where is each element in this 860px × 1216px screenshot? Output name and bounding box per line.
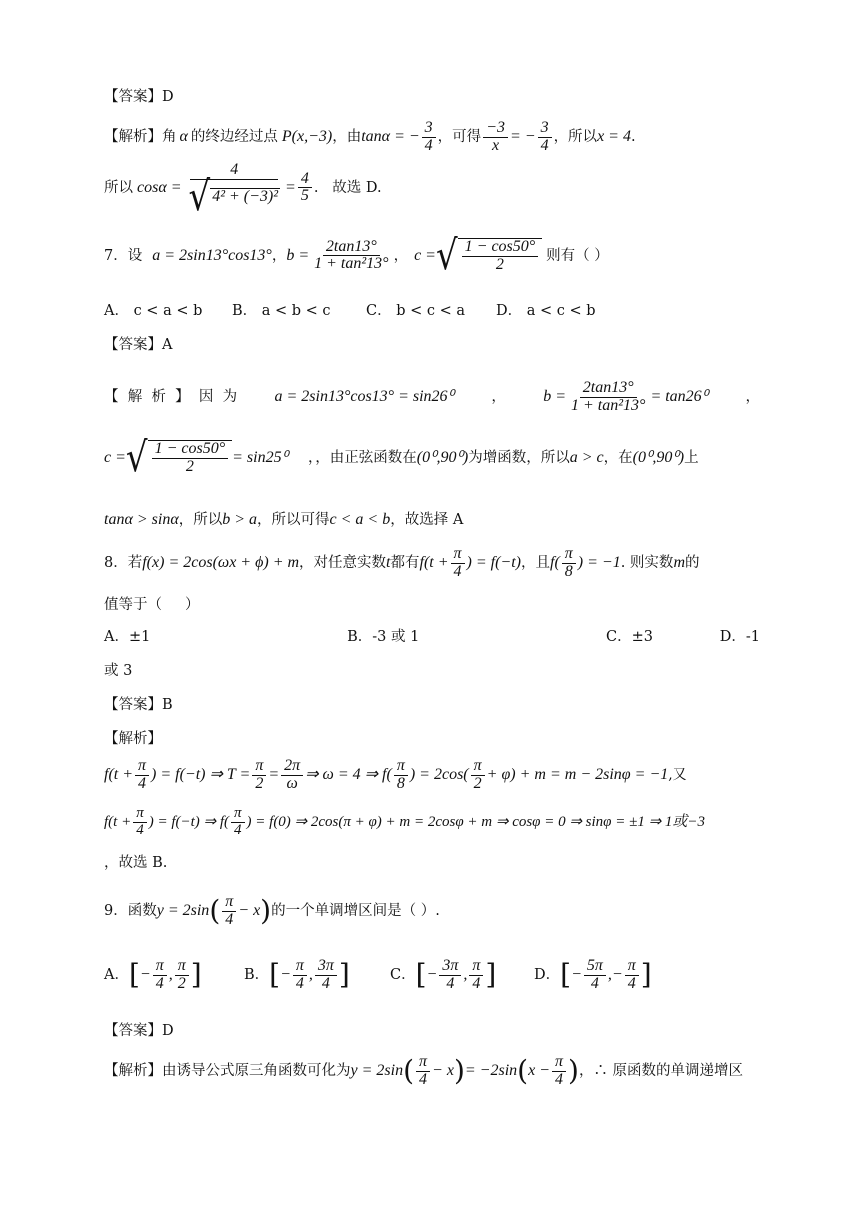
- option-d[interactable]: [534, 958, 652, 993]
- den: 2: [473, 774, 482, 792]
- right-paren: ): [260, 894, 272, 928]
- num: 5π: [584, 958, 606, 976]
- text: ，: [491, 389, 506, 406]
- num: π: [451, 546, 465, 564]
- text: .: [630, 129, 636, 146]
- num: π: [135, 758, 149, 776]
- fraction: [562, 546, 576, 581]
- den: 4: [234, 821, 242, 838]
- text: 或 3: [104, 663, 133, 679]
- q7-answer: [104, 336, 760, 354]
- math: − x: [238, 902, 261, 920]
- math: =: [268, 766, 280, 784]
- sign: −: [571, 966, 582, 984]
- answer-text: 【答案】A: [104, 337, 173, 353]
- radicand: 4² + (−3)²: [212, 187, 279, 205]
- text: . 故选 D.: [313, 179, 382, 196]
- num: 3π: [439, 958, 461, 976]
- fraction: [252, 758, 266, 793]
- num: 2tan13°: [323, 239, 380, 257]
- q8-analysis-line3: [104, 854, 760, 872]
- den: 4: [453, 562, 462, 580]
- fraction: [462, 239, 539, 274]
- math: t: [386, 554, 391, 572]
- den: 5: [300, 187, 309, 205]
- fraction: [293, 958, 307, 993]
- math: ) = f(−t) ⇒ f(: [148, 813, 230, 830]
- q6-analysis-line2: [104, 161, 760, 221]
- q8-option-wrap: [104, 662, 760, 680]
- num: π: [471, 758, 485, 776]
- analysis-label: 【 解 析 】 因 为: [104, 389, 238, 406]
- den: 2: [177, 974, 186, 992]
- left-bracket: [: [128, 958, 140, 992]
- option-b[interactable]: B．-3 或 1: [347, 629, 420, 645]
- num: 2tan13°: [580, 380, 637, 398]
- num: π: [562, 546, 576, 564]
- fraction: [133, 806, 147, 839]
- den: 4: [627, 974, 636, 992]
- option-a[interactable]: [104, 958, 244, 993]
- math: c =: [104, 448, 126, 466]
- text: ，故选择 A: [390, 511, 464, 528]
- fraction: [315, 958, 337, 993]
- alpha-symbol: α: [179, 128, 188, 146]
- num: π: [175, 958, 189, 976]
- num: 3π: [315, 958, 337, 976]
- text: ，故选 B.: [104, 855, 168, 871]
- den: 8: [396, 774, 405, 792]
- point-P: P(x,−3): [281, 128, 333, 146]
- den: 2: [185, 457, 194, 475]
- math: ) = f(−t) ⇒ T =: [151, 766, 251, 784]
- math: f(t +: [104, 813, 132, 830]
- left-bracket: [: [560, 958, 572, 992]
- comma: ,: [168, 966, 173, 984]
- fraction: [625, 958, 639, 993]
- text: ，所以: [553, 129, 598, 146]
- q7-stem: [104, 231, 760, 280]
- fraction: [439, 958, 461, 993]
- option-a[interactable]: A．±1: [104, 629, 151, 645]
- den: 4: [321, 974, 330, 992]
- fraction: [153, 958, 167, 993]
- math: f(x) = 2cos(ωx + ϕ) + m: [142, 554, 300, 572]
- fraction: [471, 758, 485, 793]
- text: 则有（ ）: [546, 247, 609, 264]
- fraction: [568, 380, 648, 415]
- fraction: [584, 958, 606, 993]
- num: π: [394, 758, 408, 776]
- num: π: [133, 806, 147, 823]
- q8-analysis-line2: [104, 806, 820, 839]
- den: 1 + tan²13°: [571, 396, 646, 414]
- den: 4: [225, 910, 234, 928]
- text: ，在: [603, 449, 633, 466]
- q8-stem-line2: [104, 596, 760, 614]
- num: π: [231, 806, 245, 823]
- option-label: B．: [244, 967, 270, 984]
- fraction: [152, 441, 229, 476]
- den: 8: [564, 562, 573, 580]
- fraction: [469, 958, 483, 993]
- question-number: 7．设: [104, 247, 143, 264]
- text: ，∴ 原函数的单调递增区: [578, 1063, 744, 1080]
- fraction: [135, 758, 149, 793]
- num: 4: [298, 171, 312, 189]
- analysis-label: 【解析】角: [104, 129, 177, 146]
- radical-sign: √: [188, 172, 211, 221]
- text: 所以: [104, 179, 133, 196]
- option-c[interactable]: [390, 958, 534, 993]
- q9-options: [104, 958, 760, 993]
- fraction: [451, 546, 465, 581]
- text: 的一个单调增区间是（ ）.: [271, 903, 440, 920]
- math: tanα = −: [361, 128, 420, 146]
- sqrt: [435, 231, 542, 280]
- num: 4: [190, 162, 278, 180]
- den: 4: [554, 1070, 563, 1088]
- radical-sign: √: [125, 433, 148, 482]
- left-bracket: [: [269, 958, 281, 992]
- den: 4: [138, 774, 147, 792]
- fraction: [186, 161, 284, 221]
- q6-analysis-line1: [104, 120, 760, 155]
- math: x = 4: [597, 128, 631, 146]
- sign: −: [280, 966, 291, 984]
- num: π: [625, 958, 639, 976]
- text: ，且: [521, 555, 550, 572]
- math: ) = −1: [577, 554, 621, 572]
- q9-analysis-line1: [104, 1054, 770, 1089]
- sign: −: [611, 966, 623, 984]
- fraction: [538, 120, 552, 155]
- fraction: [298, 171, 312, 206]
- comma: ,: [463, 966, 468, 984]
- fraction: [394, 758, 408, 793]
- num: π: [552, 1054, 566, 1072]
- den: 4: [446, 974, 455, 992]
- den: 1 + tan²13°: [314, 255, 389, 273]
- q7-analysis-line2: [104, 433, 760, 482]
- math: c =: [414, 246, 436, 264]
- den: 4: [540, 136, 549, 154]
- q7-analysis-line1: [104, 380, 760, 415]
- q8-stem: [104, 546, 760, 581]
- text: ，所以可得: [257, 511, 330, 528]
- num: 3: [538, 120, 552, 138]
- text: ，: [745, 389, 760, 406]
- text: ,又: [668, 766, 687, 783]
- text: 的: [685, 555, 700, 572]
- den: 4: [295, 974, 304, 992]
- q7-analysis-line3: [104, 510, 760, 530]
- math: a = 2sin13°cos13° = sin26⁰: [274, 388, 454, 406]
- option-d[interactable]: D． a < c < b: [496, 303, 596, 319]
- math: a > c: [569, 448, 604, 466]
- fraction: [222, 894, 236, 929]
- text: ，所以: [178, 511, 223, 528]
- sign: −: [139, 966, 151, 984]
- math: b =: [543, 388, 566, 406]
- fraction: [281, 758, 303, 793]
- text: 值等于（ ）: [104, 597, 200, 613]
- right-bracket: ]: [640, 958, 652, 992]
- q8-analysis-label: [104, 730, 760, 748]
- math: c < a < b: [329, 511, 391, 528]
- q9-stem: [104, 894, 760, 929]
- den: 4: [590, 974, 599, 992]
- num: −3: [483, 120, 508, 138]
- math: m: [673, 554, 685, 572]
- text: ，，由正弦函数在: [308, 449, 417, 466]
- math: x −: [528, 1062, 550, 1080]
- math: ) = 2cos(: [409, 766, 469, 784]
- den: 4: [419, 1070, 428, 1088]
- text: ，: [271, 247, 287, 264]
- text: 都有: [390, 555, 420, 572]
- left-paren: (: [517, 1054, 529, 1088]
- math: f(: [550, 554, 560, 572]
- right-paren: ): [453, 1054, 465, 1088]
- math: (0⁰,90⁰): [632, 448, 685, 466]
- math: = sin25⁰: [232, 448, 288, 466]
- q8-analysis-line1: [104, 758, 760, 793]
- analysis-label: 【解析】由诱导公式原三角函数可化为: [104, 1063, 351, 1080]
- option-c[interactable]: C． b < c < a: [366, 303, 465, 319]
- comma: ,: [607, 966, 612, 984]
- sqrt: [188, 172, 281, 221]
- option-d[interactable]: D．-1: [719, 629, 760, 645]
- option-b[interactable]: [244, 958, 390, 993]
- q8-options: [104, 628, 760, 646]
- answer-text: 【答案】B: [104, 697, 173, 713]
- math: a = 2sin13°cos13°: [152, 246, 272, 264]
- text: ，: [393, 247, 409, 264]
- math: (0⁰,90⁰): [416, 448, 469, 466]
- math: y = 2sin: [156, 902, 210, 920]
- b-expression: [543, 380, 708, 415]
- num: π: [469, 958, 483, 976]
- math: − x: [432, 1062, 454, 1080]
- sign: −: [426, 966, 438, 984]
- text: 的终边经过点: [190, 129, 278, 146]
- num: π: [416, 1054, 430, 1072]
- text: 为增函数，所以: [468, 449, 570, 466]
- option-b[interactable]: B． a < b < c: [232, 303, 331, 319]
- num: π: [252, 758, 266, 776]
- q7-options: [104, 302, 760, 320]
- den: 2: [495, 255, 504, 273]
- den: 4: [424, 136, 433, 154]
- math: = −: [509, 128, 536, 146]
- text: . 则实数: [620, 555, 674, 572]
- math: =: [285, 178, 296, 196]
- math: f(t +: [419, 554, 449, 572]
- left-paren: (: [403, 1054, 415, 1088]
- math: f(t +: [104, 766, 134, 784]
- math: tanα > sinα: [104, 511, 179, 528]
- num: 3: [422, 120, 436, 138]
- q9-answer: [104, 1022, 760, 1040]
- num: π: [222, 894, 236, 912]
- math: b > a: [222, 511, 258, 528]
- den: 4: [472, 974, 481, 992]
- math: ) = f(−t): [466, 554, 521, 572]
- left-bracket: [: [415, 958, 427, 992]
- math: y = 2sin: [350, 1062, 404, 1080]
- text: ，可得: [437, 129, 482, 146]
- answer-text: 【答案】D: [104, 1023, 174, 1039]
- left-paren: (: [209, 894, 221, 928]
- den: 2: [255, 774, 264, 792]
- q6-answer-text: 【答案】D: [104, 89, 174, 105]
- num: π: [293, 958, 307, 976]
- math: ) = f(0) ⇒ 2cos(π + φ) + m = 2cosφ + m ⇒ cosφ = 0 ⇒ sinφ = ±1 ⇒ 1或−3: [246, 813, 706, 830]
- text: ，由: [332, 129, 362, 146]
- fraction: [231, 806, 245, 839]
- num: 2π: [281, 758, 303, 776]
- fraction: [311, 239, 391, 274]
- text: 上: [684, 449, 699, 466]
- q6-answer: [104, 88, 760, 106]
- option-a[interactable]: A． c < a < b: [104, 303, 203, 319]
- option-label: A．: [104, 967, 129, 984]
- right-bracket: ]: [338, 958, 350, 992]
- num: π: [153, 958, 167, 976]
- num: 1 − cos50°: [152, 441, 229, 459]
- radicand: [458, 238, 543, 274]
- fraction: [175, 958, 189, 993]
- radicand: [148, 440, 233, 476]
- radical-sign: √: [435, 231, 458, 280]
- right-bracket: ]: [485, 958, 497, 992]
- fraction: [483, 120, 508, 155]
- option-c[interactable]: C．±3: [606, 629, 654, 645]
- right-bracket: ]: [190, 958, 202, 992]
- math: ⇒ ω = 4 ⇒ f(: [305, 766, 392, 784]
- den: x: [492, 136, 500, 154]
- den: ω: [286, 774, 298, 792]
- math: = −2sin: [464, 1062, 518, 1080]
- q8-answer: [104, 696, 760, 714]
- fraction: [552, 1054, 566, 1089]
- option-label: D．: [534, 967, 561, 984]
- math: = tan26⁰: [650, 388, 709, 406]
- den: 4: [136, 821, 144, 838]
- analysis-label: 【解析】: [104, 731, 162, 747]
- math: b =: [286, 246, 310, 264]
- fraction: [416, 1054, 430, 1089]
- question-number: 9．函数: [104, 903, 157, 920]
- den: [186, 172, 284, 221]
- num: 1 − cos50°: [462, 239, 539, 257]
- den: 4: [155, 974, 164, 992]
- text: ，对任意实数: [299, 555, 387, 572]
- math: cosα =: [137, 178, 182, 196]
- right-paren: ): [568, 1054, 579, 1088]
- option-label: C．: [390, 967, 416, 984]
- fraction: [422, 120, 436, 155]
- math: + φ) + m = m − 2sinφ = −1: [486, 766, 669, 784]
- comma: ,: [308, 966, 313, 984]
- question-number: 8．若: [104, 555, 143, 572]
- sqrt: [125, 433, 232, 482]
